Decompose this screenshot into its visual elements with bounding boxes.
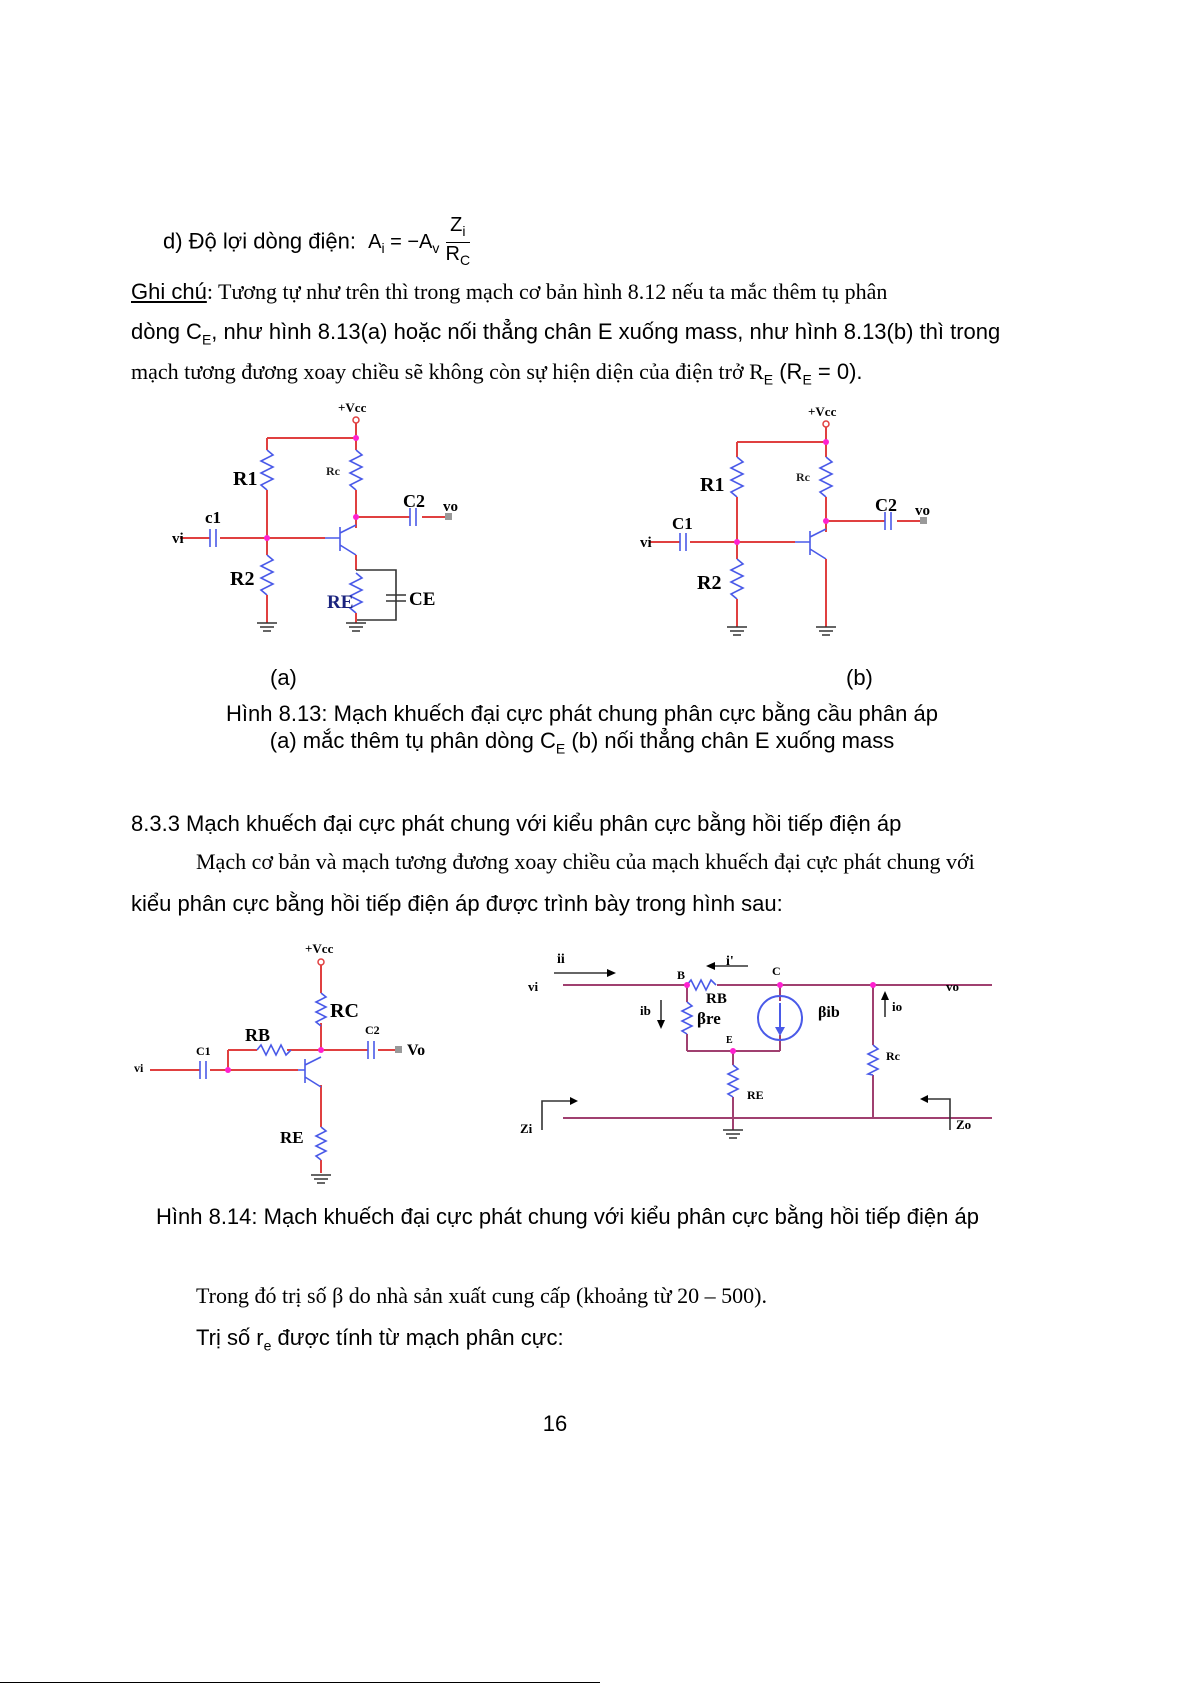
svg-text:R1: R1 — [700, 474, 725, 496]
svg-text:+Vcc: +Vcc — [305, 941, 334, 956]
resistor-rb — [257, 1045, 291, 1055]
resistor-re — [728, 1065, 738, 1097]
figure-8-13-caption-2: (a) mắc thêm tụ phân dòng $C_E$ (b) nối thẳng chân E xuống mass — [269, 728, 895, 757]
re-line: Trị số $r_e$ được tính từ mạch phân cực: — [196, 1325, 564, 1354]
svg-text:RB: RB — [245, 1025, 271, 1045]
svg-text:Vo: Vo — [407, 1042, 426, 1059]
circuit-a — [172, 400, 458, 631]
svg-text:RE: RE — [747, 1088, 764, 1102]
resistor-bre — [682, 1002, 692, 1034]
svg-text:+Vcc: +Vcc — [808, 404, 837, 419]
svg-text:C2: C2 — [365, 1023, 380, 1037]
svg-text:Rc: Rc — [326, 464, 340, 478]
formula: $A_i = -A_v$ — [368, 231, 440, 257]
item-d — [163, 214, 470, 271]
resistor-rc — [350, 450, 362, 490]
svg-text:CE: CE — [409, 589, 436, 610]
svg-text:vo: vo — [915, 503, 930, 519]
resistor-r1 — [731, 457, 743, 497]
item-d-label: d) Độ lợi dòng điện: — [163, 228, 356, 254]
svg-text:B: B — [677, 968, 686, 982]
svg-text:E: E — [726, 1035, 733, 1046]
svg-text:vi: vi — [528, 979, 539, 994]
note-line-1: Ghi chú: Tương tự như trên thì trong mạch cơ bản hình 8.12 nếu ta mắc thêm tụ phân — [131, 279, 888, 304]
svg-text:vi: vi — [172, 531, 184, 547]
resistor-rc — [316, 993, 326, 1026]
transistor-b — [795, 529, 826, 559]
svg-text:RE: RE — [280, 1128, 304, 1147]
svg-text:RB: RB — [706, 991, 727, 1007]
circuit-b — [640, 404, 930, 635]
resistor-r1 — [261, 450, 273, 490]
svg-text:C2: C2 — [875, 495, 897, 515]
svg-text:vi: vi — [640, 535, 652, 551]
beta-range-line: Trong đó trị số β do nhà sản xuất cung cấp (khoảng từ 20 – 500). — [196, 1283, 768, 1308]
formula-fraction: $\frac{Z_i}{R_C}$ — [445, 214, 471, 268]
svg-text:βib: βib — [818, 1004, 840, 1021]
figure-8-13-caption-1: Hình 8.13: Mạch khuếch đại cực phát chung phân cực bằng cầu phân áp — [226, 701, 938, 726]
svg-text:βre: βre — [697, 1009, 721, 1028]
svg-text:RE: RE — [327, 592, 354, 613]
svg-text:RC: RC — [330, 1000, 359, 1022]
note-line-3: mạch tương đương xoay chiều sẽ không còn sự hiện diện của điện trở $R_E$ $(R_E = 0)$. — [131, 359, 863, 388]
svg-text:Rc: Rc — [796, 470, 810, 484]
svg-text:Rc: Rc — [886, 1049, 900, 1063]
circuit-ac-equivalent — [520, 952, 992, 1138]
section-heading: 8.3.3 Mạch khuếch đại cực phát chung với kiểu phân cực bằng hồi tiếp điện áp — [131, 811, 902, 836]
svg-text:i': i' — [726, 954, 734, 969]
svg-text:C2: C2 — [403, 491, 425, 511]
resistor-r2 — [731, 559, 743, 599]
figure-label-b: (b) — [846, 665, 873, 690]
svg-text:c1: c1 — [205, 508, 222, 527]
resistor-rc — [820, 457, 832, 497]
transistor-a — [325, 525, 356, 555]
section-paragraph-1: Mạch cơ bản và mạch tương đương xoay chiều của mạch khuếch đại cực phát chung với — [196, 849, 975, 874]
section-paragraph-2: kiểu phân cực bằng hồi tiếp điện áp được trình bày trong hình sau: — [131, 891, 783, 916]
svg-text:C1: C1 — [196, 1044, 211, 1058]
resistor-rc — [868, 1045, 878, 1075]
svg-text:C: C — [772, 964, 781, 978]
svg-text:vo: vo — [946, 979, 959, 994]
figure-8-14-caption: Hình 8.14: Mạch khuếch đại cực phát chung với kiểu phân cực bằng hồi tiếp điện áp — [156, 1204, 979, 1229]
svg-text:vo: vo — [443, 499, 458, 515]
page-number: 16 — [542, 1411, 568, 1436]
note-line-2: dòng $C_E$, như hình 8.13(a) hoặc nối thẳng chân E xuống mass, như hình 8.13(b) thì trong — [131, 319, 1001, 348]
svg-text:R2: R2 — [230, 568, 255, 590]
svg-text:ib: ib — [640, 1003, 651, 1018]
svg-text:C1: C1 — [672, 514, 693, 533]
footer-divider — [0, 1682, 600, 1683]
svg-text:Zi: Zi — [520, 1121, 533, 1136]
svg-text:R1: R1 — [233, 468, 258, 490]
figure-8-13-circuits — [160, 395, 1020, 650]
svg-text:R2: R2 — [697, 572, 722, 594]
svg-text:Zo: Zo — [956, 1117, 972, 1132]
resistor-r2 — [261, 555, 273, 595]
figure-8-14-circuits — [120, 935, 1000, 1190]
svg-text:+Vcc: +Vcc — [338, 400, 367, 415]
figure-label-a: (a) — [270, 665, 297, 690]
resistor-rb — [687, 980, 716, 990]
svg-text:vi: vi — [134, 1061, 144, 1075]
circuit-feedback-bias — [134, 941, 425, 1183]
svg-text:ii: ii — [557, 952, 565, 967]
resistor-re — [316, 1127, 326, 1160]
svg-text:io: io — [892, 999, 903, 1014]
